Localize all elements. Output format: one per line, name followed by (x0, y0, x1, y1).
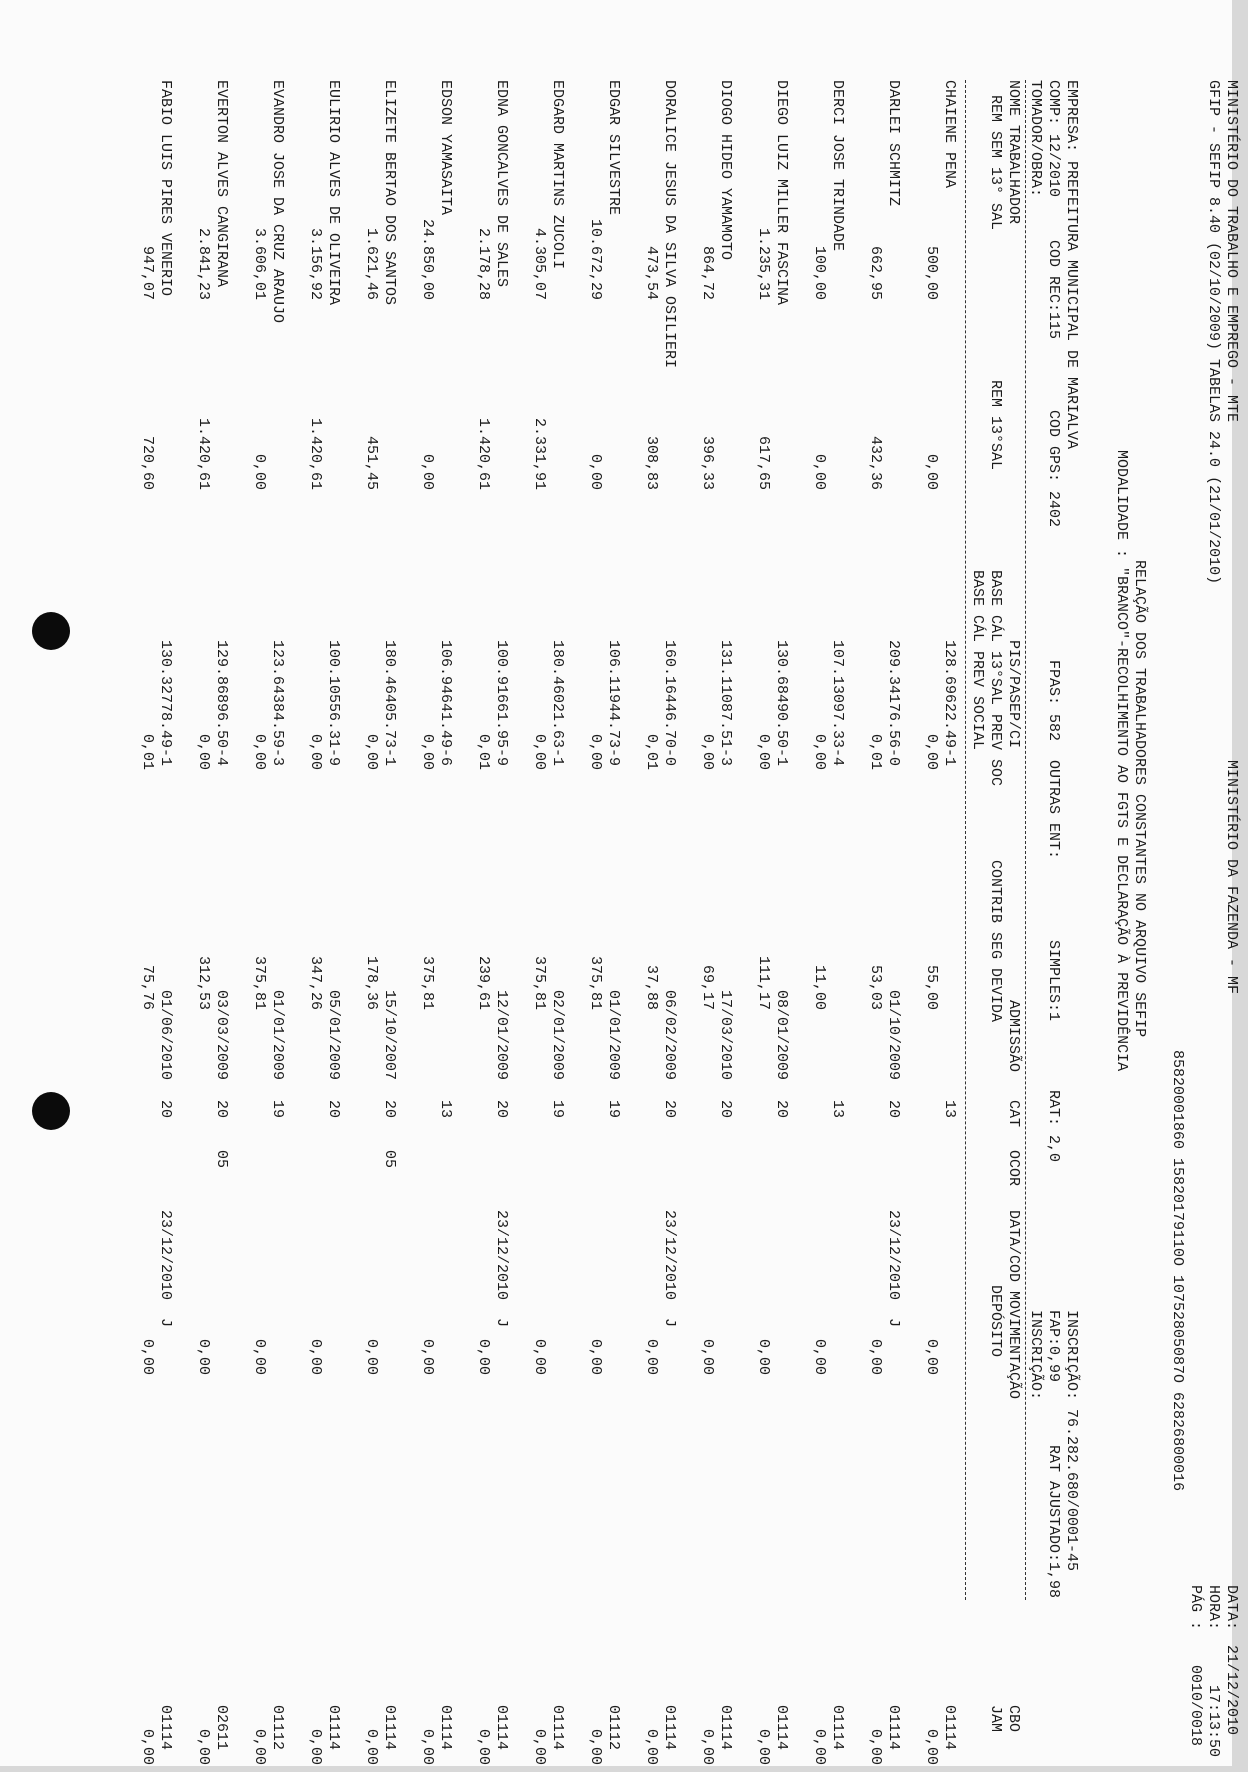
cell-pis: 128.69622.49-1 (941, 640, 958, 767)
ministry-labor: MINISTÉRIO DO TRABALHO E EMPREGO - MTE (1223, 80, 1240, 423)
cell-contrib: 375,81 (531, 955, 548, 1010)
cell-rem-13: 1.420,61 (195, 417, 212, 490)
col-jam: JAM (987, 1705, 1004, 1733)
cell-base-13: 0,00 (923, 733, 940, 770)
col-admissao: ADMISSÃO (1005, 1000, 1022, 1073)
cell-deposito: 0,00 (307, 1338, 324, 1375)
cell-rem-sem-13: 1.235,31 (755, 227, 772, 300)
cell-cbo: 01114 (549, 1705, 566, 1751)
outras-ent: OUTRAS ENT: (1045, 760, 1062, 860)
cell-jam: 0,00 (475, 1728, 492, 1765)
cell-contrib: 239,61 (475, 955, 492, 1010)
cell-contrib: 347,26 (307, 955, 324, 1010)
cell-cat: 20 (661, 1100, 678, 1119)
cell-contrib: 312,53 (195, 955, 212, 1010)
cell-name: EVANDRO JOSE DA CRUZ ARAUJO (269, 80, 286, 324)
cell-rem-sem-13: 864,72 (699, 245, 716, 300)
cell-rem-sem-13: 3.606,01 (251, 227, 268, 300)
cell-pis: 107.13097.33-4 (829, 640, 846, 767)
cell-pis: 180.46405.73-1 (381, 640, 398, 767)
cell-jam: 0,00 (419, 1728, 436, 1765)
company-inscricao: INSCRIÇÃO: 76.282.680/0001-45 (1063, 1310, 1080, 1572)
cell-rem-13: 1.420,61 (475, 417, 492, 490)
cell-rem-sem-13: 662,95 (867, 245, 884, 300)
cell-jam: 0,00 (811, 1728, 828, 1765)
date-label: DATA: (1223, 1585, 1240, 1631)
cell-contrib: 53,03 (867, 964, 884, 1010)
cell-admissao: 05/01/2009 (325, 990, 342, 1081)
cell-jam: 0,00 (251, 1728, 268, 1765)
col-pis: PIS/PASEP/CI (1005, 640, 1022, 749)
col-data-mov: DATA/COD MOVIMENTAÇÃO (1005, 1210, 1022, 1400)
cell-admissao: 01/01/2009 (605, 990, 622, 1081)
cell-contrib: 111,17 (755, 955, 772, 1010)
col-ocor: OCOR (1005, 1150, 1022, 1187)
cell-name: DIEGO LUIZ MILLER FASCINA (773, 80, 790, 306)
cell-cat: 20 (325, 1100, 342, 1119)
cell-deposito: 0,00 (195, 1338, 212, 1375)
col-deposito: DEPÓSITO (987, 1285, 1004, 1358)
cell-deposito: 0,00 (587, 1338, 604, 1375)
cell-deposito: 0,00 (139, 1338, 156, 1375)
cell-rem-13: 308,83 (643, 435, 660, 490)
simples: SIMPLES:1 (1045, 940, 1062, 1022)
cell-admissao: 06/02/2009 (661, 990, 678, 1081)
cell-cat: 13 (829, 1100, 846, 1119)
cell-cat: 20 (773, 1100, 790, 1119)
cell-pis: 100.10556.31-9 (325, 640, 342, 767)
cell-cbo: 01114 (157, 1705, 174, 1751)
cell-contrib: 55,00 (923, 964, 940, 1010)
cell-cbo: 01112 (605, 1705, 622, 1751)
cell-base-13: 0,00 (307, 733, 324, 770)
cell-base-13: 0,01 (867, 733, 884, 770)
col-rem-sem-13: REM SEM 13° SAL (987, 95, 1004, 231)
cell-cbo: 01114 (325, 1705, 342, 1751)
cell-mov: 23/12/2010 J (157, 1210, 174, 1328)
cell-name: EDNA GONCALVES DE SALES (493, 80, 510, 288)
cell-cat: 13 (941, 1100, 958, 1119)
software-version: GFIP - SEFIP 8.40 (02/10/2009) TABELAS 24.0 (21/01/2010) (1205, 80, 1222, 585)
cell-contrib: 11,00 (811, 964, 828, 1010)
cell-name: DORALICE JESUS DA SILVA OSILIERI (661, 80, 678, 369)
cell-pis: 123.64384.59-3 (269, 640, 286, 767)
cell-pis: 160.16446.70-0 (661, 640, 678, 767)
cell-rem-sem-13: 10.672,29 (587, 218, 604, 300)
cell-pis: 106.94641.49-6 (437, 640, 454, 767)
cell-rem-13: 617,65 (755, 435, 772, 490)
divider (965, 80, 966, 1600)
cell-contrib: 69,17 (699, 964, 716, 1010)
cell-cat: 19 (605, 1100, 622, 1119)
col-nome: NOME TRABALHADOR (1005, 80, 1022, 225)
cell-mov: 23/12/2010 J (661, 1210, 678, 1328)
cell-deposito: 0,00 (867, 1338, 884, 1375)
cell-mov: 23/12/2010 J (885, 1210, 902, 1328)
cell-rem-sem-13: 2.178,28 (475, 227, 492, 300)
cell-rem-13: 2.331,91 (531, 417, 548, 490)
cell-jam: 0,00 (139, 1728, 156, 1765)
cell-jam: 0,00 (923, 1728, 940, 1765)
cell-admissao: 01/06/2010 (157, 990, 174, 1081)
time-label: HORA: (1205, 1585, 1222, 1631)
comp: COMP: 12/2010 (1045, 80, 1062, 198)
cell-rem-13: 0,00 (811, 453, 828, 490)
cell-pis: 209.34176.56-0 (885, 640, 902, 767)
col-base-prev: BASE CÁL PREV SOCIAL (969, 570, 986, 751)
cell-base-13: 0,00 (587, 733, 604, 770)
cell-deposito: 0,00 (475, 1338, 492, 1375)
cell-jam: 0,00 (363, 1728, 380, 1765)
cell-jam: 0,00 (699, 1728, 716, 1765)
cell-base-13: 0,00 (195, 733, 212, 770)
cell-jam: 0,00 (307, 1728, 324, 1765)
cell-admissao: 15/10/2007 (381, 990, 398, 1081)
cell-deposito: 0,00 (251, 1338, 268, 1375)
cell-deposito: 0,00 (643, 1338, 660, 1375)
cell-rem-13: 396,33 (699, 435, 716, 490)
cell-admissao: 12/01/2009 (493, 990, 510, 1081)
cell-deposito: 0,00 (419, 1338, 436, 1375)
col-contrib: CONTRIB SEG DEVIDA (987, 860, 1004, 1023)
cell-base-13: 0,00 (363, 733, 380, 770)
cell-rem-sem-13: 4.305,07 (531, 227, 548, 300)
cell-cbo: 01114 (941, 1705, 958, 1751)
cell-contrib: 37,88 (643, 964, 660, 1010)
cell-jam: 0,00 (755, 1728, 772, 1765)
cell-ocor: 05 (381, 1150, 398, 1169)
cell-jam: 0,00 (587, 1728, 604, 1765)
fpas: FPAS: 582 (1045, 660, 1062, 742)
cell-ocor: 05 (213, 1150, 230, 1169)
cell-cbo: 01114 (829, 1705, 846, 1751)
cell-contrib: 178,36 (363, 955, 380, 1010)
cell-rem-13: 0,00 (923, 453, 940, 490)
cell-admissao: 17/03/2010 (717, 990, 734, 1081)
cell-cat: 13 (437, 1100, 454, 1119)
cell-rem-sem-13: 473,54 (643, 245, 660, 300)
ministry-finance: MINISTÉRIO DA FAZENDA - MF (1223, 760, 1240, 995)
cell-name: EVERTON ALVES CANGIRANA (213, 80, 230, 288)
rat: RAT: 2,0 (1045, 1090, 1062, 1163)
fap: FAP:0,99 (1045, 1310, 1062, 1383)
company-name: EMPRESA: PREFEITURA MUNICIPAL DE MARIALVA (1063, 80, 1080, 450)
cell-rem-13: 0,00 (251, 453, 268, 490)
cell-admissao: 08/01/2009 (773, 990, 790, 1081)
cell-base-13: 0,00 (755, 733, 772, 770)
cell-cbo: 01114 (885, 1705, 902, 1751)
cell-rem-13: 0,00 (419, 453, 436, 490)
cell-rem-sem-13: 3.156,92 (307, 227, 324, 300)
cell-base-13: 0,01 (475, 733, 492, 770)
cell-base-13: 0,00 (699, 733, 716, 770)
report-title: RELAÇÃO DOS TRABALHADORES CONSTANTES NO ARQUIVO SEFIP (1131, 560, 1148, 1038)
cell-mov: 23/12/2010 J (493, 1210, 510, 1328)
cell-deposito: 0,00 (755, 1338, 772, 1375)
cell-cat: 20 (157, 1100, 174, 1119)
cell-pis: 131.11087.51-3 (717, 640, 734, 767)
modality: MODALIDADE : "BRANCO"-RECOLHIMENTO AO FGTS E DECLARAÇÃO À PREVIDÊNCIA (1113, 450, 1130, 1072)
cell-cbo: 01112 (269, 1705, 286, 1751)
cell-name: CHAIENE PENA (941, 80, 958, 189)
date-value: 21/12/2010 (1223, 1645, 1240, 1736)
cell-name: FABIO LUIS PIRES VENERIO (157, 80, 174, 297)
cell-admissao: 01/10/2009 (885, 990, 902, 1081)
cell-name: EDSON YAMASAITA (437, 80, 454, 216)
cell-cat: 19 (269, 1100, 286, 1119)
cell-jam: 0,00 (195, 1728, 212, 1765)
cell-base-13: 0,00 (531, 733, 548, 770)
cell-rem-13: 720,60 (139, 435, 156, 490)
col-cbo: CBO (1005, 1705, 1022, 1733)
page-value: 0010/0018 (1187, 1665, 1204, 1747)
col-cat: CAT (1005, 1100, 1022, 1128)
cell-cbo: 01114 (493, 1705, 510, 1751)
cell-name: DERCI JOSE TRINDADE (829, 80, 846, 252)
cell-pis: 180.46021.63-1 (549, 640, 566, 767)
cell-contrib: 375,81 (587, 955, 604, 1010)
cell-base-13: 0,01 (139, 733, 156, 770)
cell-deposito: 0,00 (923, 1338, 940, 1375)
cell-name: EULIRIO ALVES DE OLIVEIRA (325, 80, 342, 306)
cell-contrib: 75,76 (139, 964, 156, 1010)
cell-pis: 130.32778.49-1 (157, 640, 174, 767)
cell-contrib: 375,81 (419, 955, 436, 1010)
cell-admissao: 03/03/2009 (213, 990, 230, 1081)
cell-pis: 100.91661.95-9 (493, 640, 510, 767)
cell-contrib: 375,81 (251, 955, 268, 1010)
cell-jam: 0,00 (531, 1728, 548, 1765)
cell-name: DARLEI SCHMITZ (885, 80, 902, 207)
cell-rem-sem-13: 1.621,46 (363, 227, 380, 300)
cell-name: EDGARD MARTINS ZUCOLI (549, 80, 566, 270)
cell-rem-13: 0,00 (587, 453, 604, 490)
tomador-obra: TOMADOR/OBRA: (1027, 80, 1044, 198)
cell-name: EDGAR SILVESTRE (605, 80, 622, 216)
barcode-digits: 85820001860 15820179110O 10752805087O 62826800016 (1169, 1050, 1186, 1492)
cell-deposito: 0,00 (531, 1338, 548, 1375)
cell-name: ELIZETE BERTAO DOS SANTOS (381, 80, 398, 306)
cell-jam: 0,00 (643, 1728, 660, 1765)
col-base-13: BASE CÁL 13°SAL PREV SOC (987, 570, 1004, 787)
cell-cbo: 01114 (437, 1705, 454, 1751)
cell-rem-sem-13: 947,07 (139, 245, 156, 300)
cell-rem-sem-13: 500,00 (923, 245, 940, 300)
cell-base-13: 0,00 (419, 733, 436, 770)
cell-cat: 20 (213, 1100, 230, 1119)
cell-cat: 20 (885, 1100, 902, 1119)
cod-rec: COD REC:115 (1045, 240, 1062, 340)
cell-rem-13: 1.420,61 (307, 417, 324, 490)
cell-base-13: 0,00 (811, 733, 828, 770)
cell-cbo: 01114 (381, 1705, 398, 1751)
divider (1025, 80, 1026, 1600)
rat-ajustado: RAT AJUSTADO:1,98 (1045, 1445, 1062, 1599)
cell-cat: 20 (381, 1100, 398, 1119)
cell-rem-sem-13: 2.841,23 (195, 227, 212, 300)
cell-base-13: 0,00 (251, 733, 268, 770)
cell-cat: 20 (493, 1100, 510, 1119)
cell-cbo: 01114 (661, 1705, 678, 1751)
cell-cbo: 01114 (717, 1705, 734, 1751)
cell-cbo: 01114 (773, 1705, 790, 1751)
cell-admissao: 02/01/2009 (549, 990, 566, 1081)
cell-pis: 130.68490.50-1 (773, 640, 790, 767)
cell-cat: 20 (717, 1100, 734, 1119)
cell-cat: 19 (549, 1100, 566, 1119)
tomador-inscricao: INSCRIÇÃO: (1027, 1310, 1044, 1401)
cell-deposito: 0,00 (811, 1338, 828, 1375)
cell-jam: 0,00 (867, 1728, 884, 1765)
page-label: PÁG : (1187, 1585, 1204, 1631)
cell-deposito: 0,00 (363, 1338, 380, 1375)
cell-rem-13: 432,36 (867, 435, 884, 490)
col-rem-13: REM 13°SAL (987, 380, 1004, 471)
cell-name: DIOGO HIDEO YAMAMOTO (717, 80, 734, 261)
cell-deposito: 0,00 (699, 1338, 716, 1375)
cell-base-13: 0,01 (643, 733, 660, 770)
cell-cbo: 02611 (213, 1705, 230, 1751)
cell-rem-13: 451,45 (363, 435, 380, 490)
cod-gps: COD GPS: 2402 (1045, 410, 1062, 528)
time-value: 17:13:50 (1205, 1685, 1222, 1758)
cell-rem-sem-13: 24.850,00 (419, 218, 436, 300)
cell-pis: 106.11944.73-9 (605, 640, 622, 767)
cell-pis: 129.86896.50-4 (213, 640, 230, 767)
cell-rem-sem-13: 100,00 (811, 245, 828, 300)
cell-admissao: 01/01/2009 (269, 990, 286, 1081)
